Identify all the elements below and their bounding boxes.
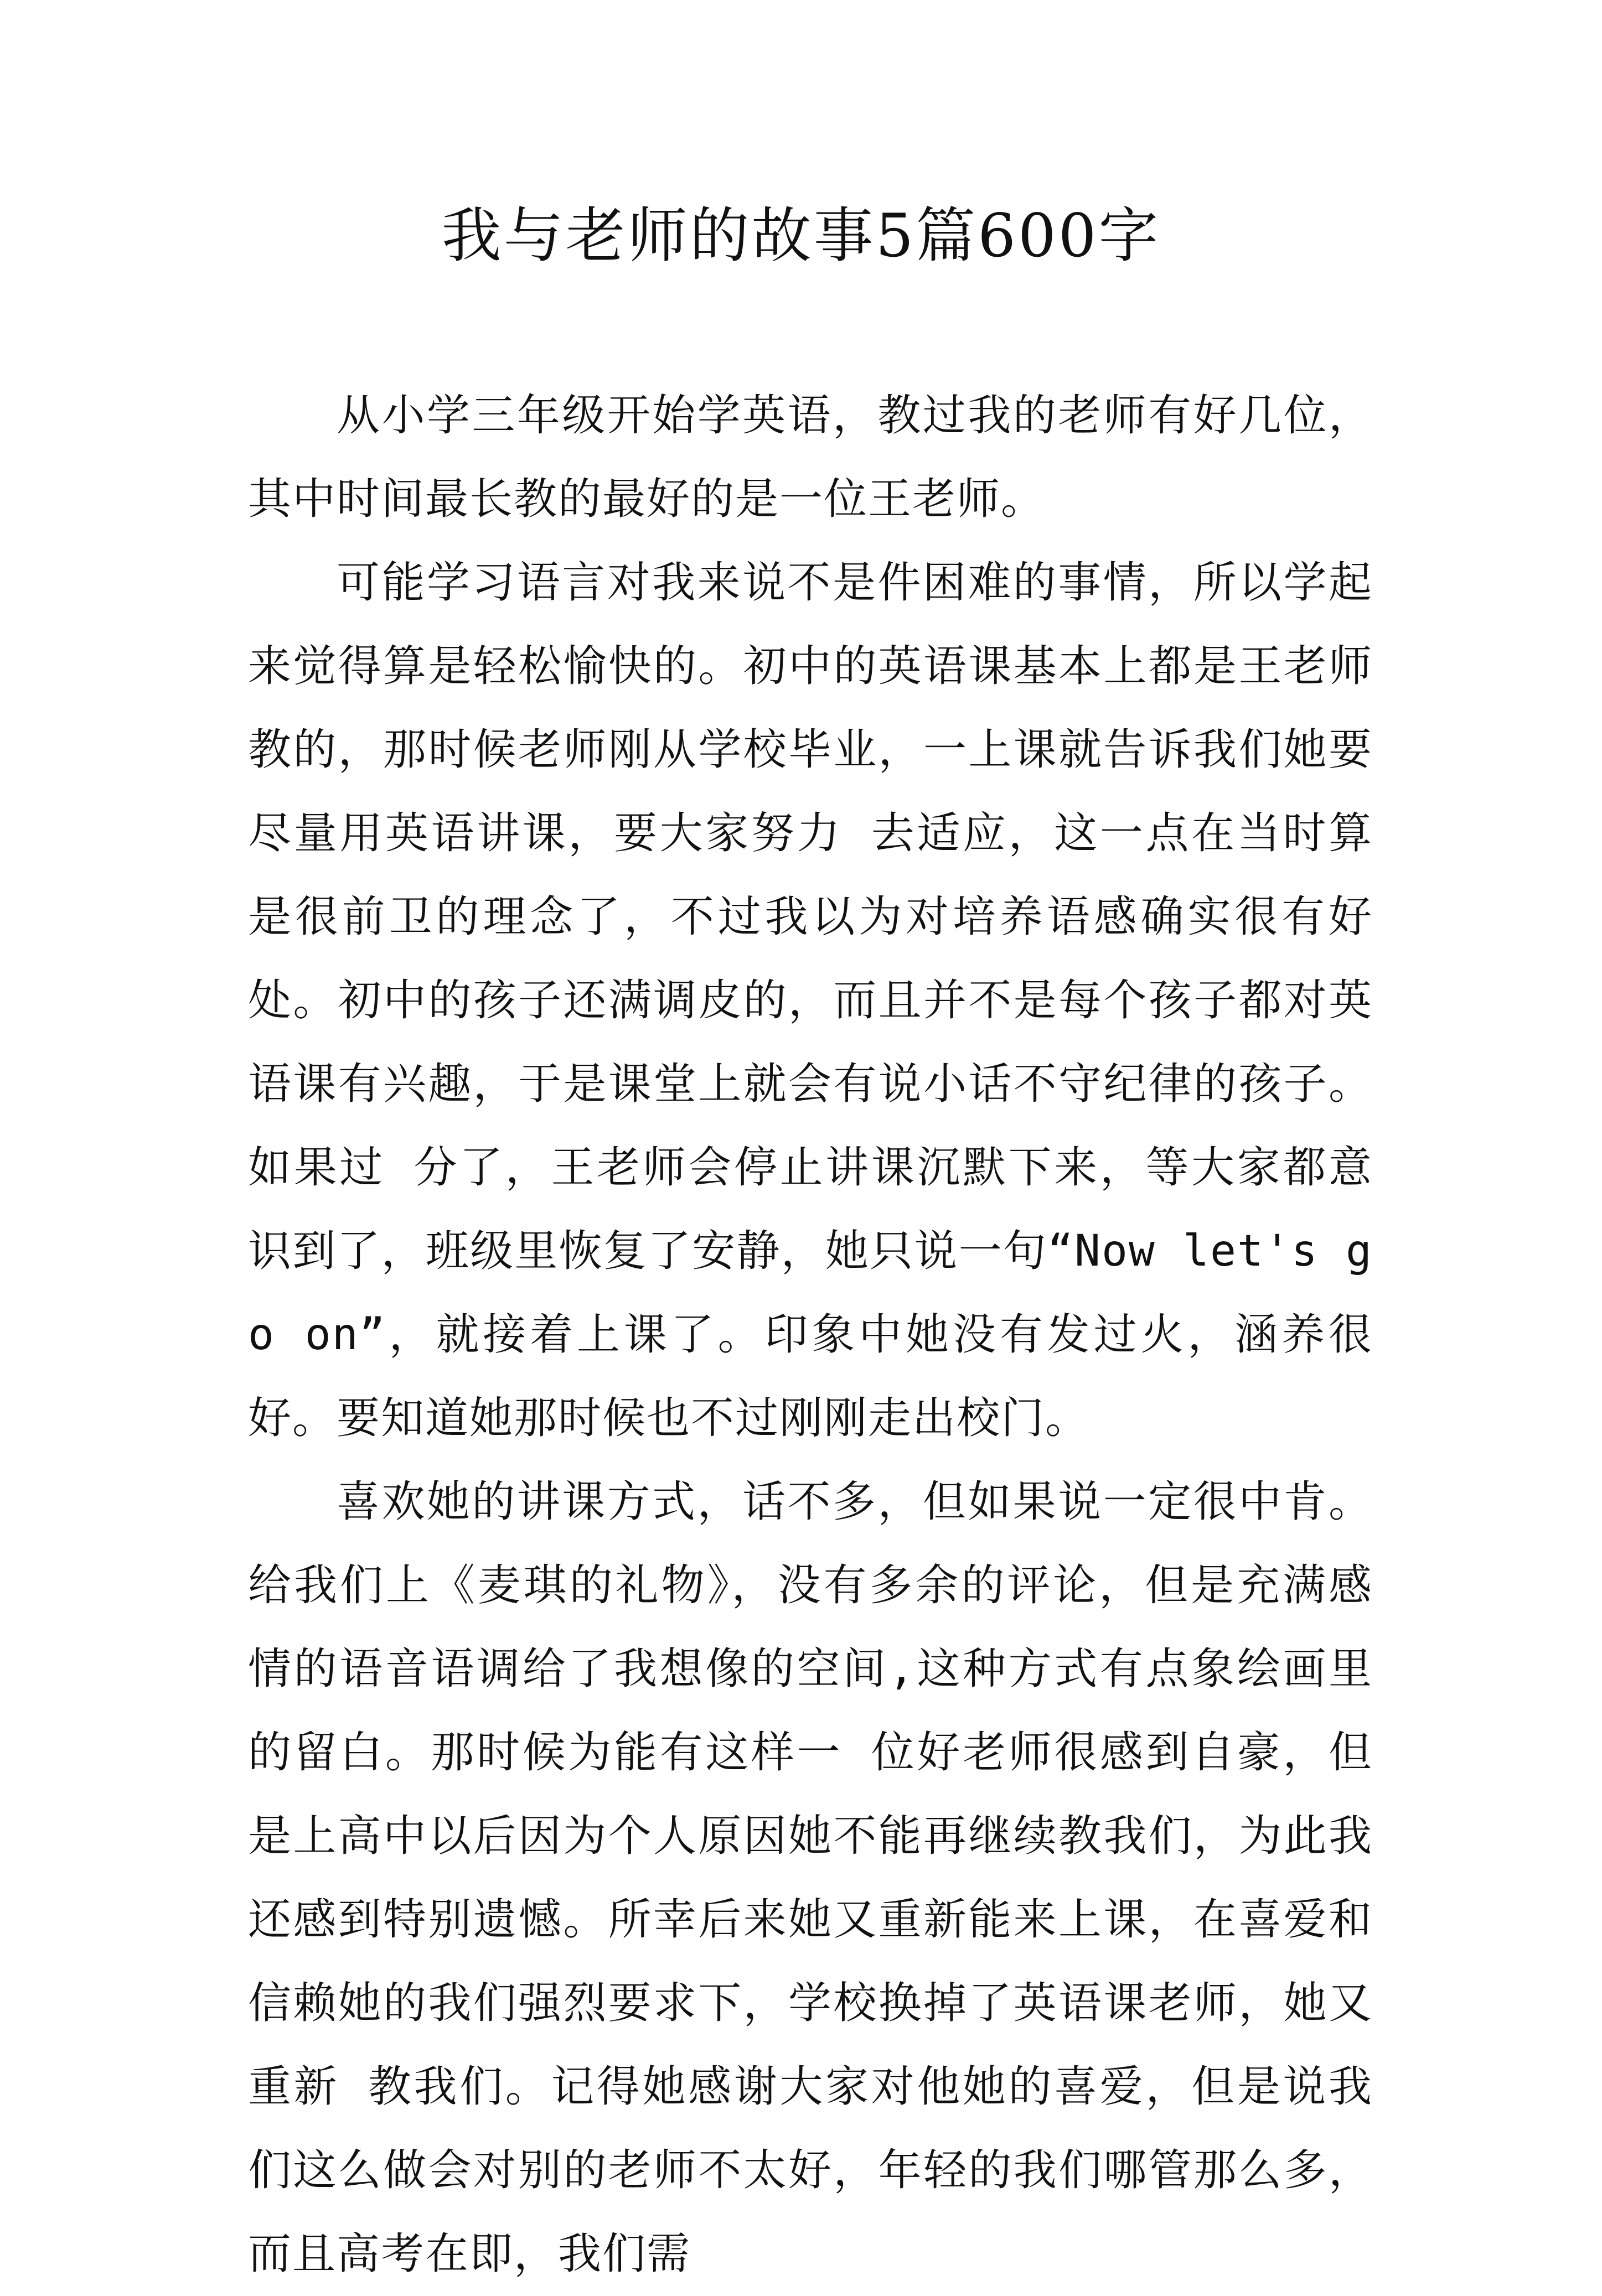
document-body xyxy=(248,374,1373,2296)
paragraph-1: 从小学三年级开始学英语，教过我的老师有好几位，其中时间最长教的最好的是一位王老师。 xyxy=(248,391,1373,524)
paragraph-3: 喜欢她的讲课方式，话不多，但如果说一定很中肯。给我们上《麦琪的礼物》，没有多余的评论，但是充满感情的语音语调给了我想像的空间,这种方式有点象绘画里的留白。那时候为能有这样一 位好老师很感到自豪，但是上高中以后因为个人原因她不能再继续教我们，为此我还感到特别遗憾。所幸后来她又重新能来上课，在喜爱和信赖她的我们强烈要求下，学校换掉了英语课老师，她又重新 教我们。记得她感谢大家对他她的喜爱，但是说我们这么做会对别的老师不太好，年轻的我们哪管那么多，而且高考在即，我们需 xyxy=(248,1477,1373,2279)
paragraph-2: 可能学习语言对我来说不是件困难的事情，所以学起来觉得算是轻松愉快的。初中的英语课基本上都是王老师教的，那时候老师刚从学校毕业，一上课就告诉我们她要尽量用英语讲课，要大家努力 去适应，这一点在当时算是很前卫的理念了，不过我以为对培养语感确实很有好处。初中的孩子还满调皮的，而且并不是每个孩子都对英语课有兴趣，于是课堂上就会有说小话不守纪律的孩子。如果过 分了，王老师会停止讲课沉默下来，等大家都意识到了，班级里恢复了安静，她只说一句“Now let's go on”，就接着上课了。印象中她没有发过火，涵养很好。要知道她那时候也不过刚刚走出校门。 xyxy=(248,558,1373,1443)
document-title: 我与老师的故事5篇600字 xyxy=(441,201,1161,271)
